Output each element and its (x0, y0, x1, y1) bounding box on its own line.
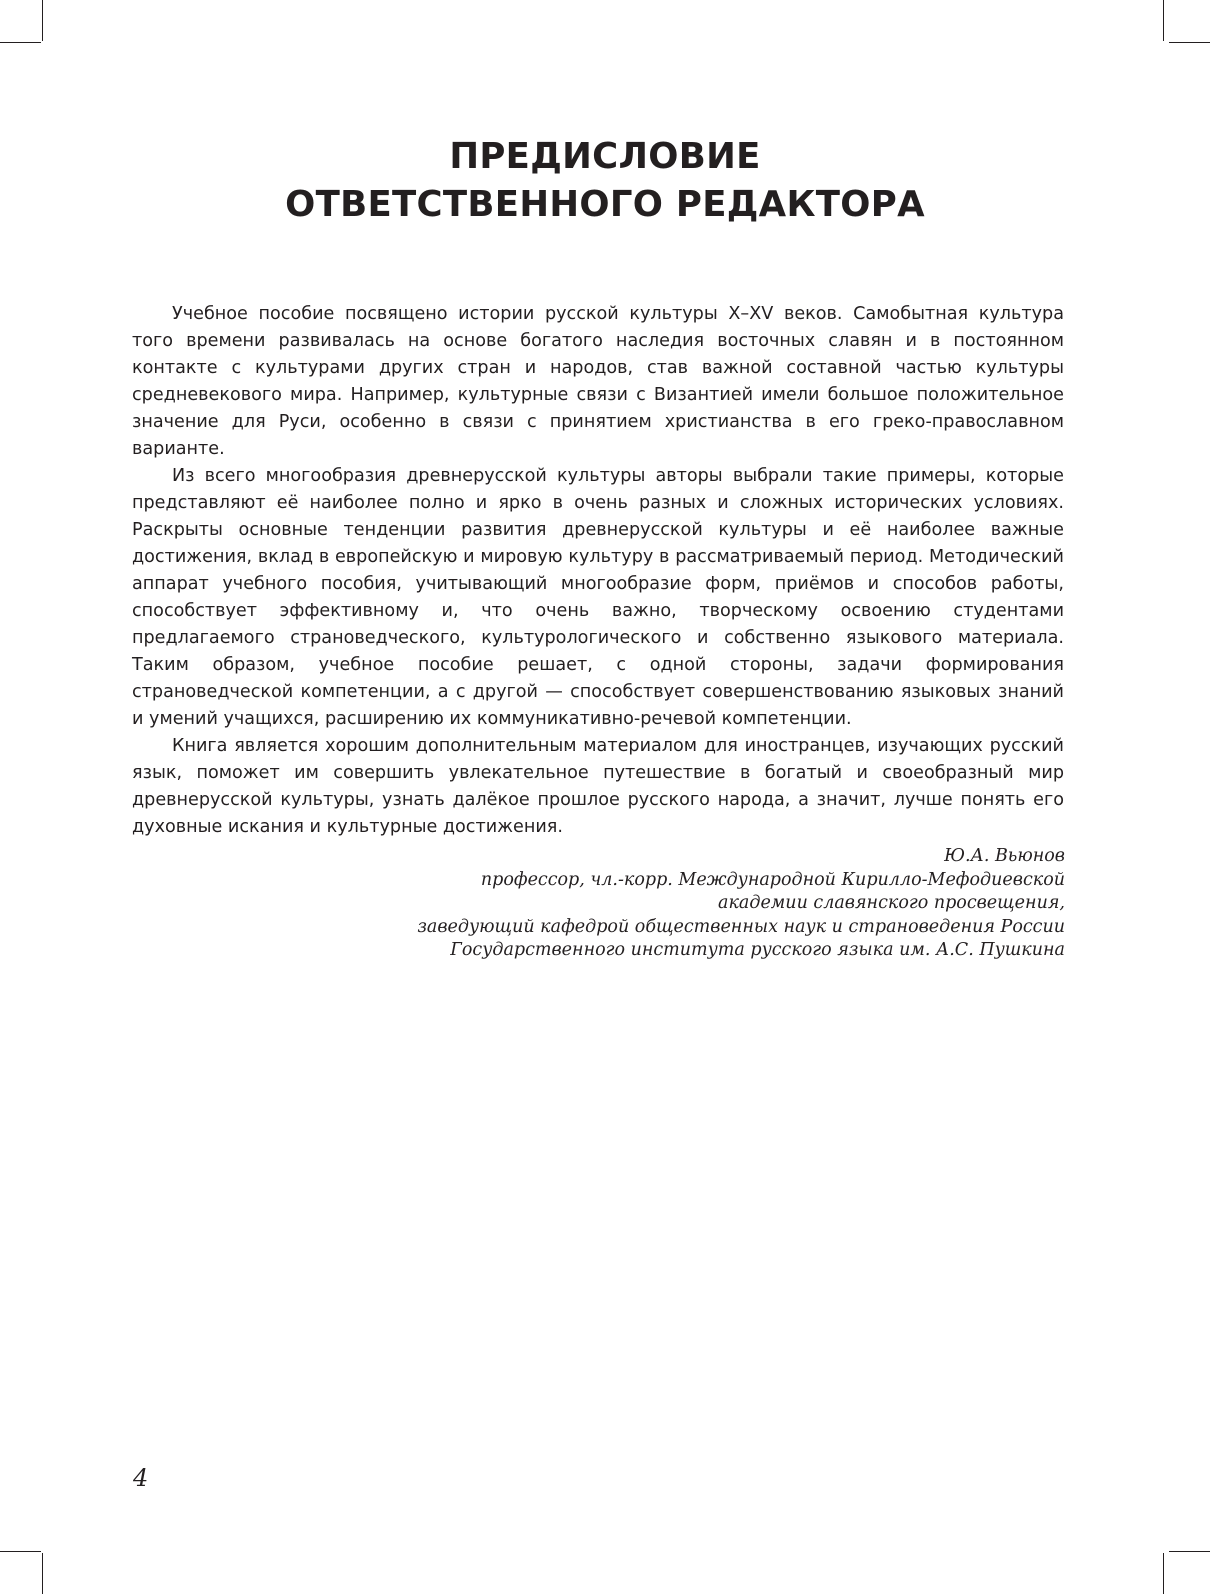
signature-title-line: академии славянского просвещения, (718, 893, 1065, 913)
crop-mark-bottom-left-vertical (42, 1553, 43, 1594)
preface-body (132, 301, 1064, 841)
signature-title-line: Государственного института русского языка им. А.С. Пушкина (450, 940, 1065, 960)
paragraph: Книга является хорошим дополнительным материалом для иностранцев, изучающих русский язык, поможет им совершить увлекательное путешествие в богатый и своеобразный мир древнерусской культуры, узнать далёкое прошлое русского народа, а значит, лучше понять его духовные искания и культурные достижения. (132, 736, 1064, 837)
paragraph: Из всего многообразия древнерусской культуры авторы выбрали такие примеры, которые представляют её наиболее полно и ярко в очень разных и сложных исторических условиях. Раскрыты основные тенденции развития древнерусской культуры и её наиболее важные достижения, вклад в европейскую и мировую культуру в рассматриваемый период. Методический аппарат учебного пособия, учитывающий многообразие форм, приёмов и способов работы, способствует эффективному и, что очень важно, творческому освоению студентами предлагаемого страноведческого, культурологического и собственно языкового материала. Таким образом, учебное пособие решает, с одной стороны, задачи формирования страноведческой компетенции, а с другой — способствует совершенствованию языковых знаний и умений учащихся, расширению их коммуникативно-речевой компетенции. (132, 466, 1064, 729)
signature-title-line: заведующий кафедрой общественных наук и страноведения России (417, 916, 1065, 937)
crop-mark-bottom-right-vertical (1163, 1553, 1164, 1594)
crop-mark-top-left-horizontal (0, 42, 41, 43)
signature-name: Ю.А. Вьюнов (944, 846, 1065, 866)
crop-mark-bottom-right-horizontal (1169, 1551, 1210, 1552)
page-title (0, 133, 1210, 229)
crop-mark-top-right-vertical (1163, 0, 1164, 41)
crop-mark-top-right-horizontal (1169, 42, 1210, 43)
paragraph: Учебное пособие посвящено истории русской культуры X–XV веков. Самобытная культура того времени развивалась на основе богатого наследия восточных славян и в постоянном контакте с культурами других стран и народов, став важной составной частью культуры средневекового мира. Например, культурные связи с Византией имели большое положительное значение для Руси, особенно в связи с принятием христианства в его греко-православном варианте. (132, 304, 1064, 459)
signature-title-line: профессор, чл.-корр. Международной Кирилло-Мефодиевской (480, 869, 1065, 890)
page-title-line-2: ОТВЕТСТВЕННОГО РЕДАКТОРА (285, 184, 925, 225)
page-title-line-1: ПРЕДИСЛОВИЕ (449, 136, 761, 177)
editor-signature (417, 845, 1065, 963)
crop-mark-top-left-vertical (42, 0, 43, 41)
crop-mark-bottom-left-horizontal (0, 1551, 41, 1552)
page-number: 4 (133, 1464, 149, 1492)
